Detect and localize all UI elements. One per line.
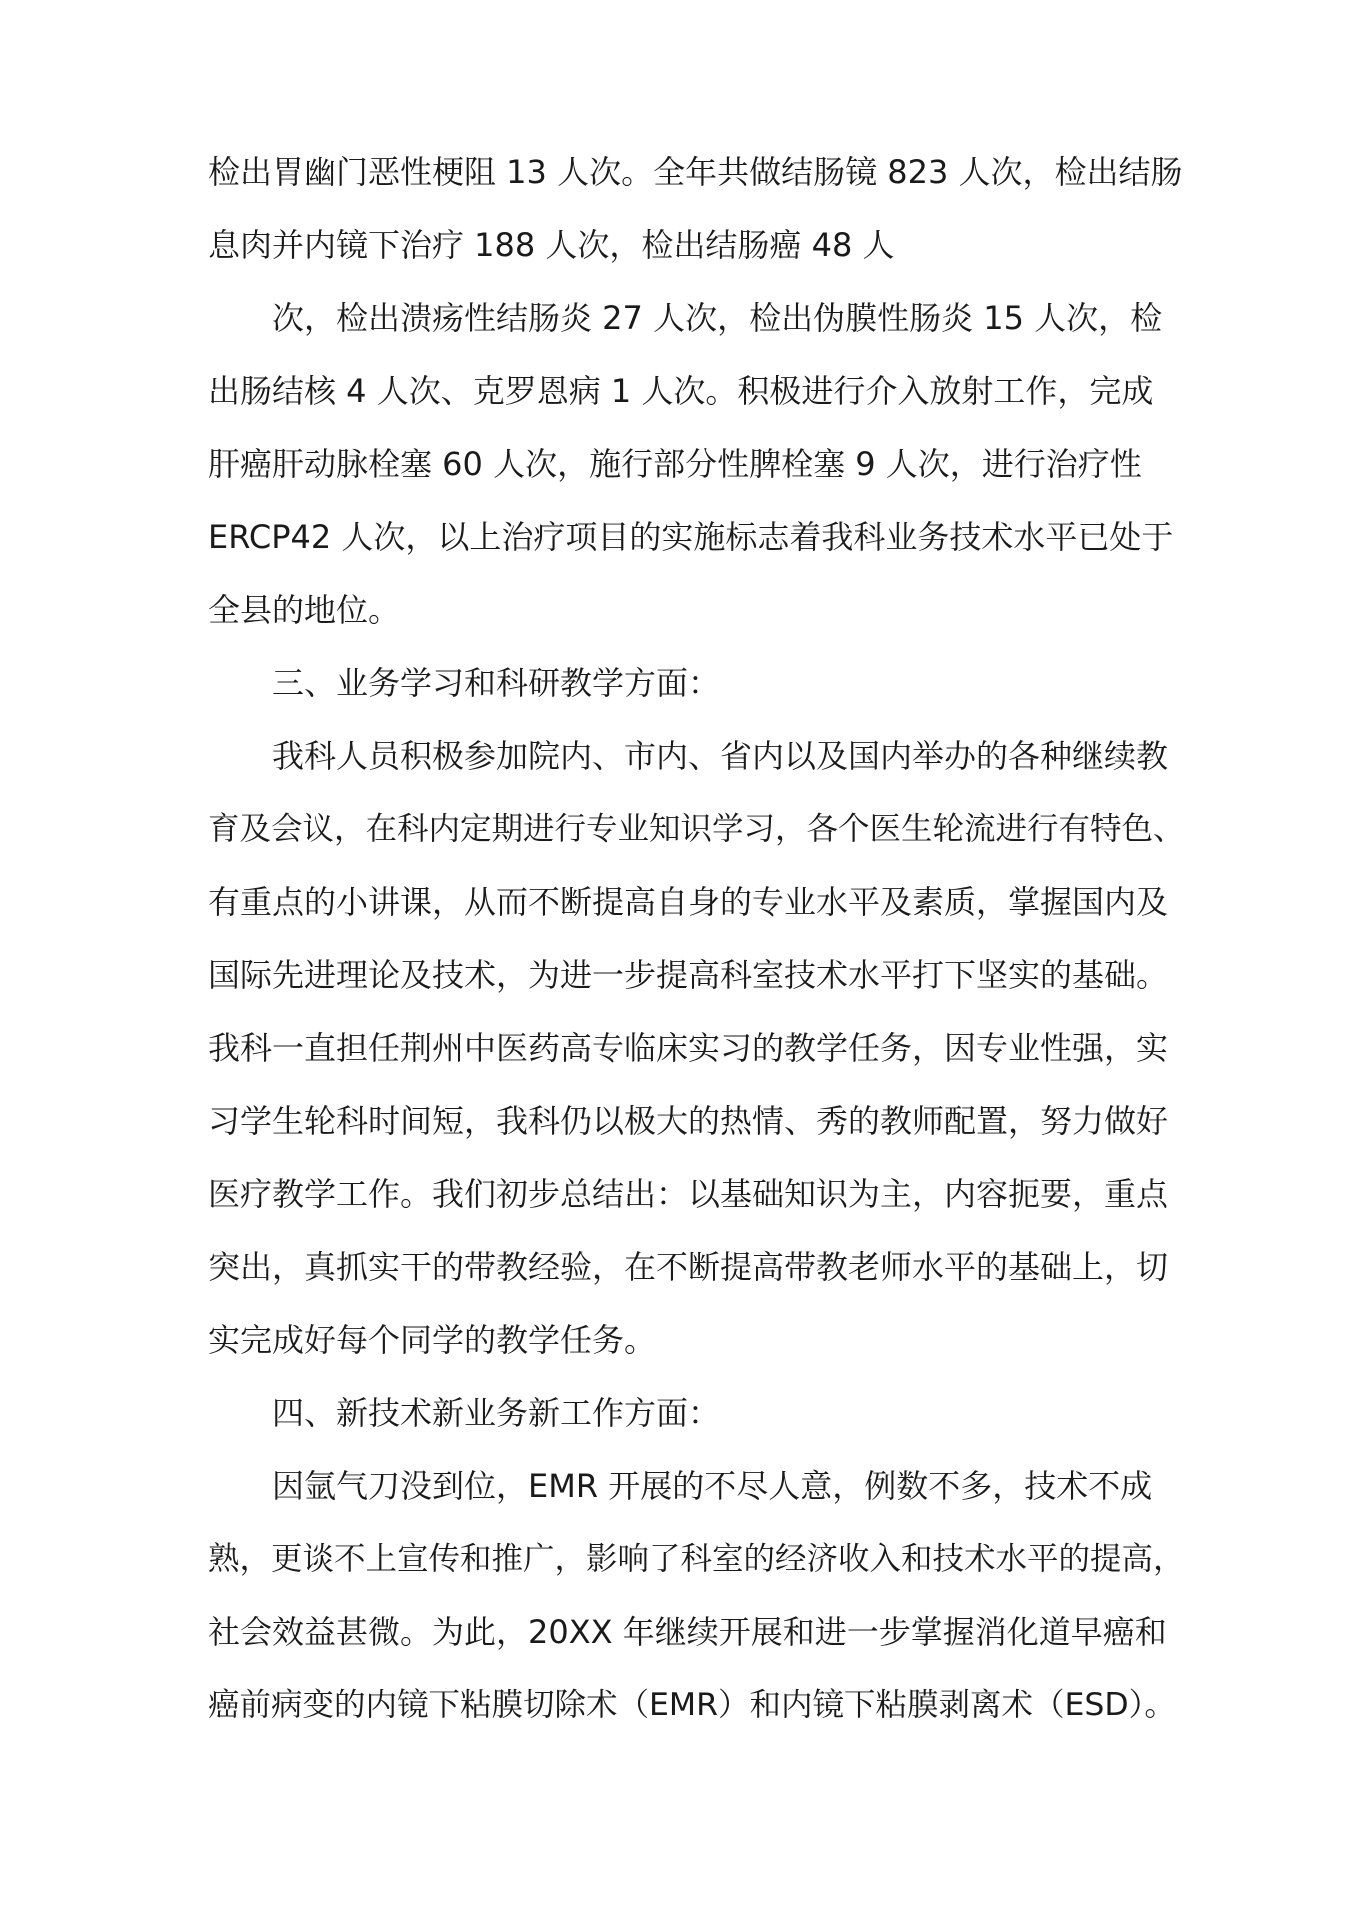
text-line: 四、新技术新业务新工作方面： (272, 1394, 721, 1432)
text-line: 育及会议，在科内定期进行专业知识学习，各个医生轮流进行有特色、 (208, 811, 1185, 847)
text-line: 因氩气刀没到位，EMR 开展的不尽人意，例数不多，技术不成 (272, 1467, 1153, 1505)
text-line: 习学生轮科时间短，我科仍以极大的热情、秀的教师配置，努力做好 (208, 1102, 1169, 1140)
text-line: 有重点的小讲课，从而不断提高自身的专业水平及素质，掌握国内及 (208, 883, 1169, 921)
text-line: 息肉并内镜下治疗 188 人次，检出结肠癌 48 人 (208, 226, 895, 264)
text-line: 熟，更谈不上宣传和推广，影响了科室的经济收入和技术水平的提高， (208, 1541, 1185, 1577)
text-line: 突出，真抓实干的带教经验，在不断提高带教老师水平的基础上，切 (208, 1248, 1169, 1286)
document-body (208, 136, 1188, 1742)
text-line: 全县的地位。 (208, 591, 401, 629)
text-line: 我科一直担任荆州中医药高专临床实习的教学任务，因专业性强，实 (208, 1029, 1169, 1067)
text-line: 次，检出溃疡性结肠炎 27 人次，检出伪膜性肠炎 15 人次，检 (272, 299, 1163, 337)
text-line: 医疗教学工作。我们初步总结出：以基础知识为主，内容扼要，重点 (208, 1175, 1169, 1213)
text-line: 国际先进理论及技术，为进一步提高科室技术水平打下坚实的基础。 (208, 956, 1169, 994)
text-line: ERCP42 人次，以上治疗项目的实施标志着我科业务技术水平已处于 (208, 518, 1174, 556)
text-line: 出肠结核 4 人次、克罗恩病 1 人次。积极进行介入放射工作，完成 (208, 372, 1154, 410)
text-line: 检出胃幽门恶性梗阻 13 人次。全年共做结肠镜 823 人次，检出结肠 (208, 153, 1183, 191)
text-line: 实完成好每个同学的教学任务。 (208, 1321, 657, 1359)
text-line: 癌前病变的内镜下粘膜切除术（EMR）和内镜下粘膜剥离术（ESD）。 (208, 1687, 1176, 1723)
text-line: 三、业务学习和科研教学方面： (272, 664, 721, 702)
text-line: 肝癌肝动脉栓塞 60 人次，施行部分性脾栓塞 9 人次，进行治疗性 (208, 445, 1142, 483)
text-line: 我科人员积极参加院内、市内、省内以及国内举办的各种继续教 (272, 737, 1169, 775)
text-line: 社会效益甚微。为此，20XX 年继续开展和进一步掌握消化道早癌和 (208, 1613, 1167, 1651)
